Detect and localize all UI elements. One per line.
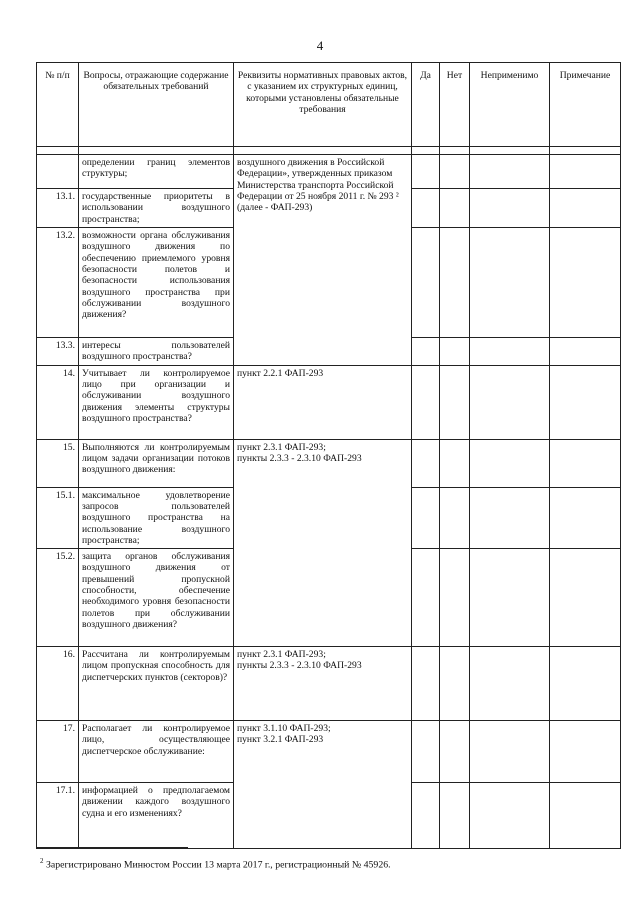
row-question: государственные приоритеты в использовании воздушного пространства; — [79, 189, 234, 228]
header-note: Примечание — [550, 63, 621, 147]
cell-not-applicable[interactable] — [470, 549, 550, 647]
row-number: 17.1. — [37, 783, 79, 849]
cell-yes[interactable] — [412, 487, 440, 549]
row-number: 15. — [37, 439, 79, 487]
row-number: 15.1. — [37, 487, 79, 549]
row-question: защита органов обслуживания воздушного движения от превышений пропускной способности, обеспечение необходимого уровня безопасности полетов при обслуживании воздушного движения? — [79, 549, 234, 647]
cell-note[interactable] — [550, 487, 621, 549]
row-question: Рассчитана ли контролируемым лицом пропускная способность для диспетчерских пунктов (секторов)? — [79, 647, 234, 721]
row-requisites: воздушного движения в Российской Федерации», утвержденных приказом Министерства транспорта Российской Федерации от 25 ноября 2011 г. № 293 ² (далее - ФАП-293) — [234, 155, 412, 366]
cell-note[interactable] — [550, 227, 621, 337]
cell-not-applicable[interactable] — [470, 337, 550, 365]
row-question: возможности органа обслуживания воздушного движения по обеспечению приемлемого уровня безопасности полетов и безопасности использования воздушного пространства при обслуживании воздушного движения? — [79, 227, 234, 337]
cell-not-applicable[interactable] — [470, 721, 550, 783]
cell-no[interactable] — [440, 647, 470, 721]
cell-not-applicable[interactable] — [470, 439, 550, 487]
row-question: интересы пользователей воздушного пространства? — [79, 337, 234, 365]
table-row — [37, 439, 621, 487]
page-number: 4 — [316, 38, 324, 53]
cell-not-applicable[interactable] — [470, 227, 550, 337]
row-question: Учитывает ли контролируемое лицо при организации и обслуживании воздушного движения элементы структуры воздушного пространства? — [79, 365, 234, 439]
cell-note[interactable] — [550, 337, 621, 365]
cell-no[interactable] — [440, 487, 470, 549]
table-row — [37, 647, 621, 721]
cell-note[interactable] — [550, 721, 621, 783]
cell-yes[interactable] — [412, 189, 440, 228]
header-not-applicable: Неприменимо — [470, 63, 550, 147]
cell-no[interactable] — [440, 227, 470, 337]
cell-yes[interactable] — [412, 549, 440, 647]
cell-note[interactable] — [550, 189, 621, 228]
row-requisites: пункт 2.3.1 ФАП-293; пункты 2.3.3 - 2.3.10 ФАП-293 — [234, 647, 412, 721]
cell-no[interactable] — [440, 337, 470, 365]
row-question: максимальное удовлетворение запросов пользователей воздушного пространства на использование воздушного пространства; — [79, 487, 234, 549]
cell-not-applicable[interactable] — [470, 783, 550, 849]
cell-not-applicable[interactable] — [470, 189, 550, 228]
cell-yes[interactable] — [412, 721, 440, 783]
cell-yes[interactable] — [412, 155, 440, 189]
row-question: Выполняются ли контролируемым лицом задачи организации потоков воздушного движения: — [79, 439, 234, 487]
row-number: 17. — [37, 721, 79, 783]
cell-yes[interactable] — [412, 227, 440, 337]
cell-not-applicable[interactable] — [470, 365, 550, 439]
row-question: Располагает ли контролируемое лицо, осуществляющее диспетчерское обслуживание: — [79, 721, 234, 783]
cell-no[interactable] — [440, 783, 470, 849]
row-number: 13.1. — [37, 189, 79, 228]
cell-no[interactable] — [440, 155, 470, 189]
header-num: № п/п — [37, 63, 79, 147]
cell-yes[interactable] — [412, 337, 440, 365]
row-requisites: пункт 3.1.10 ФАП-293; пункт 3.2.1 ФАП-293 — [234, 721, 412, 849]
cell-note[interactable] — [550, 439, 621, 487]
footnote-divider — [36, 847, 188, 848]
cell-no[interactable] — [440, 365, 470, 439]
cell-no[interactable] — [440, 439, 470, 487]
cell-note[interactable] — [550, 783, 621, 849]
header-yes: Да — [412, 63, 440, 147]
cell-not-applicable[interactable] — [470, 647, 550, 721]
cell-yes[interactable] — [412, 439, 440, 487]
row-number: 13.2. — [37, 227, 79, 337]
row-number: 15.2. — [37, 549, 79, 647]
cell-not-applicable[interactable] — [470, 155, 550, 189]
header-question: Вопросы, отражающие содержание обязательных требований — [79, 63, 234, 147]
cell-note[interactable] — [550, 155, 621, 189]
table-row — [37, 721, 621, 783]
table-row — [37, 155, 621, 189]
row-requisites: пункт 2.3.1 ФАП-293; пункты 2.3.3 - 2.3.10 ФАП-293 — [234, 439, 412, 647]
row-question: определении границ элементов структуры; — [79, 155, 234, 189]
checklist-table — [36, 62, 621, 849]
row-requisites: пункт 2.2.1 ФАП-293 — [234, 365, 412, 439]
cell-note[interactable] — [550, 647, 621, 721]
footnote-text: Зарегистрировано Минюстом России 13 марта 2017 г., регистрационный № 45926. — [45, 859, 391, 871]
row-number: 14. — [37, 365, 79, 439]
footnote-marker: 2 — [40, 857, 44, 865]
row-number: 16. — [37, 647, 79, 721]
cell-no[interactable] — [440, 189, 470, 228]
cell-yes[interactable] — [412, 783, 440, 849]
cell-yes[interactable] — [412, 365, 440, 439]
footnote — [40, 857, 391, 870]
cell-not-applicable[interactable] — [470, 487, 550, 549]
header-no: Нет — [440, 63, 470, 147]
row-question: информацией о предполагаемом движении каждого воздушного судна и его изменениях? — [79, 783, 234, 849]
cell-no[interactable] — [440, 721, 470, 783]
cell-no[interactable] — [440, 549, 470, 647]
row-number: 13.3. — [37, 337, 79, 365]
cell-yes[interactable] — [412, 647, 440, 721]
table-row — [37, 365, 621, 439]
cell-note[interactable] — [550, 549, 621, 647]
cell-note[interactable] — [550, 365, 621, 439]
header-requisites: Реквизиты нормативных правовых актов, с указанием их структурных единиц, которыми установлены обязательные требования — [234, 63, 412, 147]
table-header-row — [37, 63, 621, 147]
row-number — [37, 155, 79, 189]
